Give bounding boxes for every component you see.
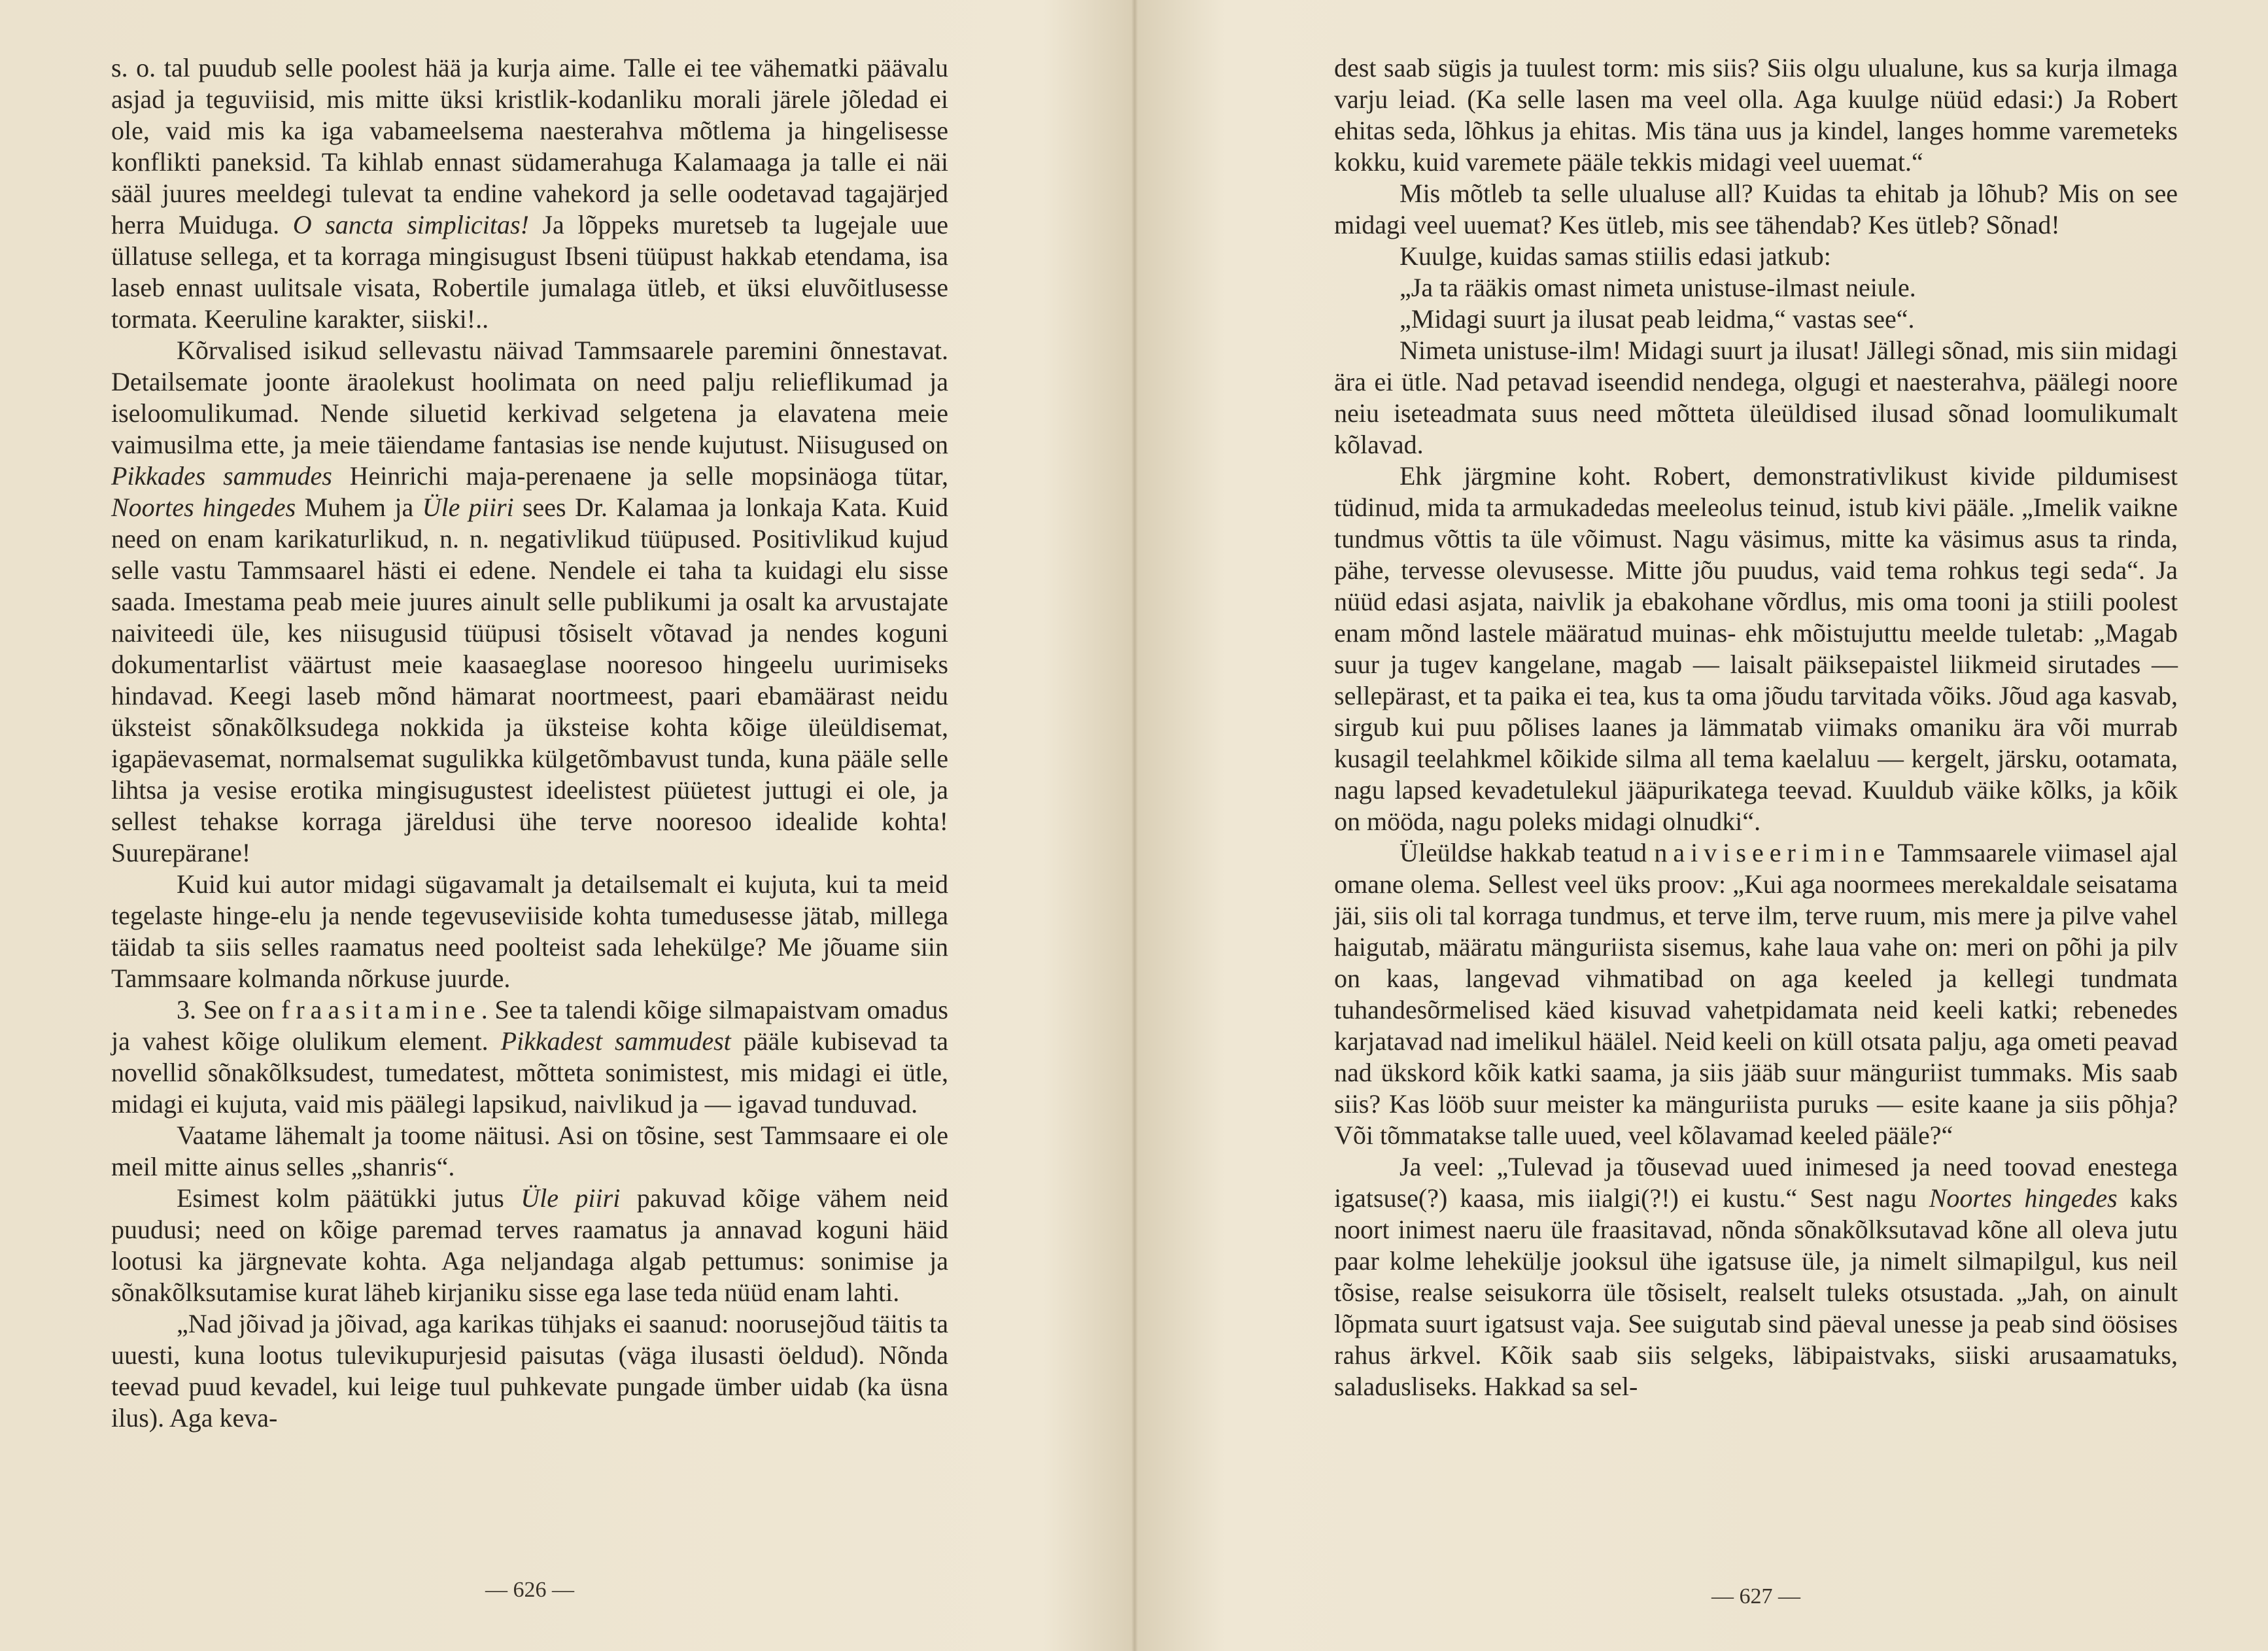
paragraph: [1334, 52, 2178, 178]
text-run: Ja veel: „Tulevad ja tõusevad uued inimesed ja need toovad enestega igatsuse(?) kaasa, mis iialgi(?!) ei kustu.“ Sest nagu: [1334, 1152, 2178, 1213]
text-run: Mis mõtleb ta selle ulualuse all? Kuidas ta ehitab ja lõhub? Mis on see midagi veel uuemat? Kes ütleb, mis see tähendab? Kes ütleb? Sõnad!: [1334, 179, 2178, 239]
text-run: Nimeta unistuse-ilm! Midagi suurt ja ilusat! Jällegi sõnad, mis siin midagi ära ei ütle. Nad petavad iseendid nendega, olgugi et naesterahva, päälegi noore neiu iseteadmata suus need mõtteta üleüldised ilusad sõnad loomulikumalt kõlavad.: [1334, 336, 2178, 459]
text-run: Kuid kui autor midagi sügavamalt ja detailsemalt ei kujuta, kui ta meid tegelaste hinge-elu ja nende tegevuseviiside kohta tumedusesse jätab, millega täidab ta siis selles raamatus need poolteist sada lehekülge? Me jõuame siin Tammsaare kolmanda nõrkuse juurde.: [111, 869, 948, 993]
italic-title: O sancta simplicitas!: [292, 210, 529, 239]
left-page-body: [111, 52, 948, 1434]
text-run: Tammsaarele viimasel ajal omane olema. Sellest veel üks proov: „Kui aga noormees merekaldale seisatama jäi, siis oli tal korraga tundmus, et terve ilm, terve ruum, mis mere ja pilve vahel haigutab, määratu mänguriista sisemus, kahe laua vahe on: meri on põhi ja pilv on kaas, langevad vihmatibad on aga keeled ja kellegi tundmata tuhandesõrmelised käed kisuvad vahetpidamata neid keeli katki; rebenedes karjatavad nad imelikul häälel. Neid keeli on küll otsata palju, aga ometi peavad nad ükskord kõik katki saama, ja siis jääb suur mänguriist tummaks. Mis saab siis? Kas lööb suur meister ka mänguriista puruks — esite kaane ja siis põhja? Või tõmmatakse talle uued, veel kõlavamad keeled pääle?“: [1334, 838, 2178, 1150]
paragraph: [1334, 1151, 2178, 1402]
text-run: 3. See on: [177, 995, 281, 1024]
page-number-right: — 627 —: [1711, 1584, 1800, 1608]
paragraph: [1334, 335, 2178, 461]
text-run: Ja lõppeks muretseb ta lugejale uue üllatuse sellega, et ta korraga mingisugust Ibseni tüüpust hakkab etendama, isa laseb ennast uulitsale visata, Robertile jumalaga ütleb, et üksi eluvõitlusesse tormata. Keeruline karakter, siiski!..: [111, 210, 948, 334]
text-run: „Ja ta rääkis omast nimeta unistuse-ilmast neiule.: [1400, 273, 1916, 302]
italic-title: Üle piiri: [422, 493, 514, 522]
page-number-left: — 626 —: [485, 1578, 574, 1602]
right-page-body: [1334, 52, 2178, 1402]
spaced-emphasis: naiviseerimine: [1654, 838, 1891, 867]
text-run: Muhem ja: [296, 493, 422, 522]
text-run: Ehk järgmine koht. Robert, demonstrativlikust kivide pildumisest tüdinud, mida ta armukadedas meeleolus teinud, istub kivi pääle. „Imelik vaikne tundmus võttis ta üle võimust. Nagu väsimus, mitte ka väsimus asus ta rinda, pähe, tervesse olevusesse. Mitte jõu puudus, vaid tema rohkus tegi seda“. Ja nüüd edasi asjata, naivlik ja ebakohane võrdlus, mis oma tooni ja stiili poolest enam mõnd lastele määratud muinas- ehk mõistujuttu meelde tuletab: „Magab suur ja tugev kangelane, magab — laisalt päiksepaistel liikmeid sirutades — sellepärast, et ta paika ei tea, kus ta oma jõudu tarvitada võiks. Jõud aga kasvab, sirgub kui puu põlises laanes ja lämmatab viimaks omaniku ära või murrab kusagil teelahkmel kõikide silma all tema kaelaluu — kergelt, järsku, ootamata, nagu lapsed kevadetulekul jääpurikatega teevad. Kuuldub väike kõlks, ja kõik on mööda, nagu poleks midagi olnudki“.: [1334, 461, 2178, 836]
paragraph: [111, 994, 948, 1120]
text-run: Kuulge, kuidas samas stiilis edasi jatkub:: [1400, 241, 1831, 271]
italic-title: Üle piiri: [521, 1183, 621, 1213]
italic-title: Pikkades sammudes: [111, 461, 332, 491]
text-run: kaks noort inimest naeru üle fraasitavad, nõnda sõnakõlksutavad kõne all oleva jutu paar kolme lehekülje jooksul ühe igatsuse üle, ja nimelt silmapilgul, kus neil tõsise, realse seisukorra üle tõsiselt, realselt tuleks otsustada. „Jah, on ainult lõpmata suurt igatsust vaja. See suigutab sind päeval unesse ja peab sind öösises rahus ärkvel. Kõik saab siis selgeks, läbipaistvaks, siiski arusaamatuks, saladusliseks. Hakkad sa sel-: [1334, 1183, 2178, 1401]
paragraph: [111, 1183, 948, 1308]
paragraph: [111, 1120, 948, 1183]
paragraph: [1334, 241, 2178, 272]
text-run: dest saab sügis ja tuulest torm: mis siis? Siis olgu ulualune, kus sa kurja ilmaga varju leiad. (Ka selle lasen ma veel olla. Aga kuulge nüüd edasi:) Ja Robert ehitas seda, lõhkus ja ehitas. Mis täna uus ja kindel, langes homme varemeteks kokku, kuid varemete pääle tekkis midagi veel uuemat.“: [1334, 53, 2178, 177]
left-page: [111, 52, 948, 1609]
text-run: sees Dr. Kalamaa ja lonkaja Kata. Kuid need on enam karikaturlikud, n. n. negativlikud tüüpused. Positivlikud kujud selle vastu Tammsaarel hästi ei edene. Nendele ei taha ta kuidagi elu sisse saada. Imestama peab meie juures ainult selle publikumi ja osalt ka arvustajate naiviteedi üle, kes niisugusid tüüpusi tõsiselt võtavad ja nendes koguni dokumentarlist väärtust meie kaasaeglase nooresoo hingeelu uurimiseks hindavad. Keegi laseb mõnd hämarat noortmeest, paari ebamäärast neidu üksteist sõnakõlksudega nokkida ja üksteise kohta kõige üleüldisemat, igapäevasemat, normalsemat sugulikka külgetõmbavust tunda, kuna pääle selle lihtsa ja vesise erotika mingisugustest ideelistest püüetest juttugi ei ole, ja sellest tehakse korraga järeldusi ühe terve nooresoo idealide kohta! Suurepärane!: [111, 493, 948, 867]
spaced-emphasis: fraasitamine: [281, 995, 481, 1024]
text-run: Esimest kolm päätükki jutus: [177, 1183, 521, 1213]
paragraph: [111, 869, 948, 994]
paragraph: [1334, 178, 2178, 241]
paragraph: [1334, 461, 2178, 837]
italic-title: Pikkadest sammudest: [500, 1026, 731, 1056]
text-run: Heinrichi maja-perenaene ja selle mopsinäoga tütar,: [332, 461, 948, 491]
paragraph: [111, 335, 948, 869]
paragraph: [1334, 272, 2178, 304]
paragraph: [1334, 837, 2178, 1151]
text-run: s. o. tal puudub selle poolest hää ja kurja aime. Talle ei tee vähematki päävalu asjad ja teguviisid, mis mitte üksi kristlik-kodanliku morali järele jõledad ei ole, vaid mis ka iga vabameelsema naesterahva mõtlema ja hingelisesse konflikti paneksid. Ta kihlab ennast südamerahuga Kalamaaga ja talle ei näi sääl juures meeldegi tulevat ta endine vahekord ja selle oodetavad tagajärjed herra Muiduga.: [111, 53, 948, 239]
paragraph: [111, 52, 948, 335]
text-run: Kõrvalised isikud sellevastu näivad Tammsaarele paremini õnnestavat. Detailsemate joonte äraolekust hoolimata on need palju relieflikumad ja iseloomulikumad. Nende siluetid kerkivad selgetena ja elavatena meie vaimusilma ette, ja meie täiendame fantasias ise nende kujutust. Niisugused on: [111, 336, 948, 459]
paragraph: [1334, 304, 2178, 335]
paragraph: [111, 1308, 948, 1434]
text-run: pääle kubisevad ta novellid sõnakõlksudest, tumedatest, mõtteta sonimistest, mis midagi ei ütle, midagi ei kujuta, vaid mis päälegi lapsikud, naivlikud ja — igavad tunduvad.: [111, 1026, 948, 1119]
italic-title: Noortes hingedes: [1929, 1183, 2118, 1213]
text-run: pakuvad kõige vähem neid puudusi; need on kõige paremad terves raamatus ja annavad koguni häid lootusi ka järgnevate kohta. Aga neljandaga algab pettumus: sonimise ja sõnakõlksutamise kurat läheb kirjaniku sisse ega lase teda nüüd enam lahti.: [111, 1183, 948, 1307]
text-run: Üleüldse hakkab teatud: [1400, 838, 1655, 867]
book-gutter: [1131, 0, 1138, 1651]
text-run: „Midagi suurt ja ilusat peab leidma,“ vastas see“.: [1400, 304, 1915, 334]
text-run: Vaatame lähemalt ja toome näitusi. Asi on tõsine, sest Tammsaare ei ole meil mitte ainus selles „shanris“.: [111, 1121, 948, 1181]
text-run: „Nad jõivad ja jõivad, aga karikas tühjaks ei saanud: noorusejõud täitis ta uuesti, kuna lootus tulevikupurjesid paisutas (väga ilusasti öeldud). Nõnda teevad puud kevadel, kui leige tuul puhkevate pungade ümber uidab (ka üsna ilus). Aga keva-: [111, 1309, 948, 1433]
text-run: . See ta talendi kõige silmapaistvam omadus ja vahest kõige olulikum element.: [111, 995, 948, 1056]
right-page: [1334, 52, 2178, 1609]
italic-title: Noortes hingedes: [111, 493, 296, 522]
